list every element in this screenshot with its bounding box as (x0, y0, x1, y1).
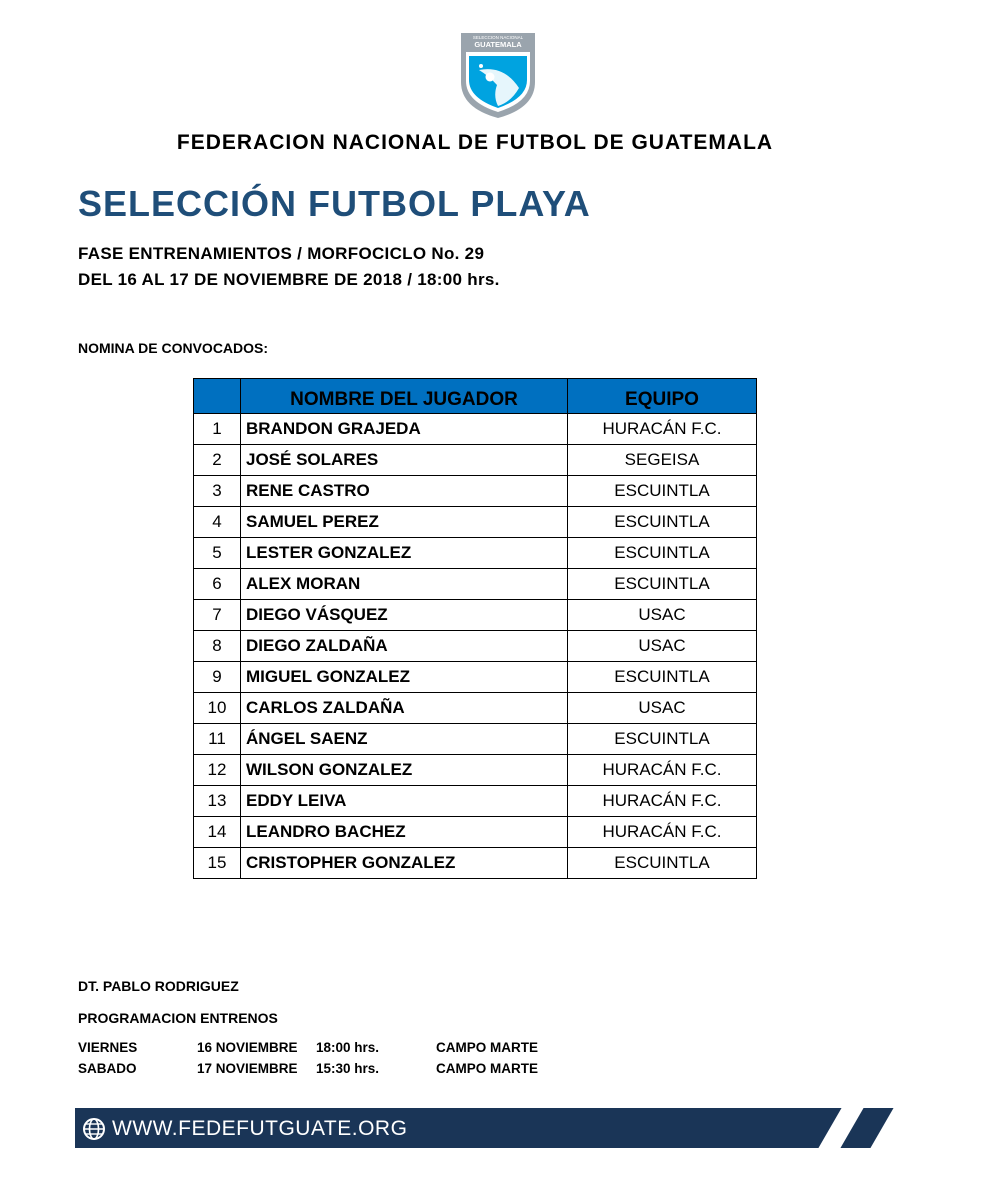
date-line: DEL 16 AL 17 DE NOVIEMBRE DE 2018 / 18:00 hrs. (78, 270, 500, 289)
players-table (193, 378, 757, 879)
player-name: LESTER GONZALEZ (241, 538, 568, 569)
table-row (194, 662, 757, 693)
player-number: 4 (194, 507, 241, 538)
table-row (194, 445, 757, 476)
svg-text:GUATEMALA: GUATEMALA (474, 40, 522, 49)
player-team: ESCUINTLA (568, 724, 757, 755)
header-number (194, 379, 241, 414)
svg-text:SELECCION NACIONAL: SELECCION NACIONAL (472, 35, 524, 40)
schedule-day: VIERNES (78, 1040, 138, 1055)
schedule-date: 16 NOVIEMBRE (197, 1040, 298, 1055)
player-team: ESCUINTLA (568, 476, 757, 507)
player-team: SEGEISA (568, 445, 757, 476)
table-row (194, 693, 757, 724)
table-row (194, 414, 757, 445)
player-team: HURACÁN F.C. (568, 786, 757, 817)
header-player-name: NOMBRE DEL JUGADOR (241, 379, 568, 414)
player-name: BRANDON GRAJEDA (241, 414, 568, 445)
player-name: JOSÉ SOLARES (241, 445, 568, 476)
table-row (194, 817, 757, 848)
website-link[interactable]: WWW.FEDEFUTGUATE.ORG (112, 1117, 408, 1140)
schedule-place: CAMPO MARTE (436, 1061, 538, 1076)
player-team: ESCUINTLA (568, 848, 757, 879)
federation-logo (459, 30, 537, 120)
schedule-time: 18:00 hrs. (316, 1040, 380, 1055)
table-row (194, 476, 757, 507)
table-header-row (194, 379, 757, 414)
player-number: 12 (194, 755, 241, 786)
schedule-time: 15:30 hrs. (316, 1061, 380, 1076)
phase-line: FASE ENTRENAMIENTOS / MORFOCICLO No. 29 (78, 244, 485, 263)
player-name: EDDY LEIVA (241, 786, 568, 817)
player-name: CARLOS ZALDAÑA (241, 693, 568, 724)
player-team: HURACÁN F.C. (568, 817, 757, 848)
player-team: ESCUINTLA (568, 538, 757, 569)
player-number: 14 (194, 817, 241, 848)
coach-name: DT. PABLO RODRIGUEZ (78, 978, 239, 994)
player-number: 11 (194, 724, 241, 755)
player-team: USAC (568, 631, 757, 662)
player-name: MIGUEL GONZALEZ (241, 662, 568, 693)
player-number: 2 (194, 445, 241, 476)
player-name: ALEX MORAN (241, 569, 568, 600)
player-name: CRISTOPHER GONZALEZ (241, 848, 568, 879)
table-row (194, 724, 757, 755)
player-number: 6 (194, 569, 241, 600)
schedule-place: CAMPO MARTE (436, 1040, 538, 1055)
globe-icon (82, 1117, 106, 1141)
schedule-date: 17 NOVIEMBRE (197, 1061, 298, 1076)
player-number: 7 (194, 600, 241, 631)
player-number: 3 (194, 476, 241, 507)
player-name: SAMUEL PEREZ (241, 507, 568, 538)
player-team: HURACÁN F.C. (568, 414, 757, 445)
player-team: USAC (568, 600, 757, 631)
player-name: DIEGO VÁSQUEZ (241, 600, 568, 631)
header-team: EQUIPO (568, 379, 757, 414)
player-number: 1 (194, 414, 241, 445)
schedule-day: SABADO (78, 1061, 137, 1076)
table-row (194, 755, 757, 786)
player-number: 9 (194, 662, 241, 693)
player-team: HURACÁN F.C. (568, 755, 757, 786)
player-team: ESCUINTLA (568, 569, 757, 600)
player-name: RENE CASTRO (241, 476, 568, 507)
table-row (194, 631, 757, 662)
player-name: WILSON GONZALEZ (241, 755, 568, 786)
player-number: 15 (194, 848, 241, 879)
table-row (194, 538, 757, 569)
program-label: PROGRAMACION ENTRENOS (78, 1010, 278, 1026)
player-name: LEANDRO BACHEZ (241, 817, 568, 848)
federation-title: FEDERACION NACIONAL DE FUTBOL DE GUATEMALA (176, 131, 774, 154)
player-name: DIEGO ZALDAÑA (241, 631, 568, 662)
player-name: ÁNGEL SAENZ (241, 724, 568, 755)
table-row (194, 569, 757, 600)
player-team: USAC (568, 693, 757, 724)
page-title: SELECCIÓN FUTBOL PLAYA (78, 183, 591, 224)
player-number: 13 (194, 786, 241, 817)
player-team: ESCUINTLA (568, 507, 757, 538)
table-row (194, 600, 757, 631)
table-row (194, 848, 757, 879)
player-number: 5 (194, 538, 241, 569)
table-row (194, 786, 757, 817)
player-team: ESCUINTLA (568, 662, 757, 693)
table-row (194, 507, 757, 538)
nomina-label: NOMINA DE CONVOCADOS: (78, 340, 269, 356)
player-number: 10 (194, 693, 241, 724)
player-number: 8 (194, 631, 241, 662)
